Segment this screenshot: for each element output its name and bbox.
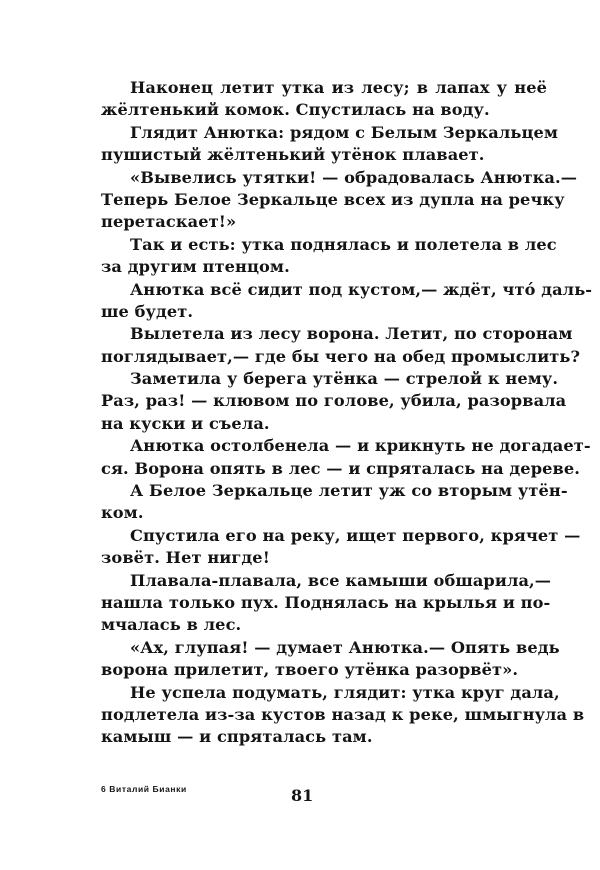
text-line: ком. [101,503,144,523]
text-line: на куски и съела. [101,413,270,433]
text-line: Глядит Анютка: рядом с Белым Зеркальцем [130,122,559,142]
paragraph [101,480,568,525]
text-line: за другим птенцом. [101,257,290,277]
text-line: Так и есть: утка поднялась и полетела в лес [130,234,557,254]
text-line: Вылетела из лесу ворона. Летит, по сторонам [130,324,573,344]
text-line: Наконец летит утка из лесу; в лапах у неё [130,78,547,97]
paragraph [101,682,585,749]
paragraph [101,637,560,682]
paragraph [101,77,547,122]
text-line: Спустила его на реку, ищет первого, крячет — [130,525,581,545]
text-line: Раз, раз! — клювом по голове, убила, разорвала [101,391,567,411]
text-line: ся. Ворона опять в лес — и спряталась на дереве. [101,458,581,478]
text-line: «Ах, глупая! — думает Анютка.— Опять ведь [130,637,560,657]
text-line: перетаскает!» [101,212,237,232]
text-line: ворона прилетит, твоего утёнка разорвёт». [101,660,519,680]
printer-signature-mark: 6 Виталий Бианки [101,784,187,794]
text-line: ше будет. [101,301,194,321]
page-number: 81 [291,786,314,805]
text-line: Анютка всё сидит под кустом,— ждёт, что́ даль- [130,279,593,299]
paragraph [101,323,581,368]
text-line: мчалась в лес. [101,615,242,635]
text-line: Теперь Белое Зеркальце всех из дупла на речку [101,189,565,209]
text-line: «Вывелись утятки! — обрадовалась Анютка.— [130,167,577,187]
text-line: нашла только пух. Поднялась на крылья и по- [101,592,551,612]
paragraph [101,122,559,167]
text-line: Анютка остолбенела — и крикнуть не догадает- [130,436,591,456]
text-line: А Белое Зеркальце летит уж со вторым утён- [130,481,568,501]
paragraph [101,525,581,570]
text-line: поглядывает,— где бы чего на обед промыслить? [101,346,581,366]
text-line: Плавала-плавала, все камыши обшарила,— [130,570,552,590]
paragraph [101,368,567,435]
text-line: Заметила у берега утёнка — стрелой к нему. [130,369,559,389]
paragraph [101,167,577,234]
page-body-text [101,77,593,749]
text-line: жёлтенький комок. Спустилась на воду. [101,100,490,120]
paragraph [101,234,557,279]
text-line: пушистый жёлтенький утёнок плавает. [101,145,485,165]
paragraph [101,435,591,480]
paragraph [101,279,593,324]
paragraph [101,570,552,637]
text-line: Не успела подумать, глядит: утка круг дала, [130,682,560,702]
text-line: зовёт. Нет нигде! [101,548,270,568]
text-line: камыш — и спряталась там. [101,727,373,747]
text-line: подлетела из-за кустов назад к реке, шмыгнула в [101,704,585,724]
